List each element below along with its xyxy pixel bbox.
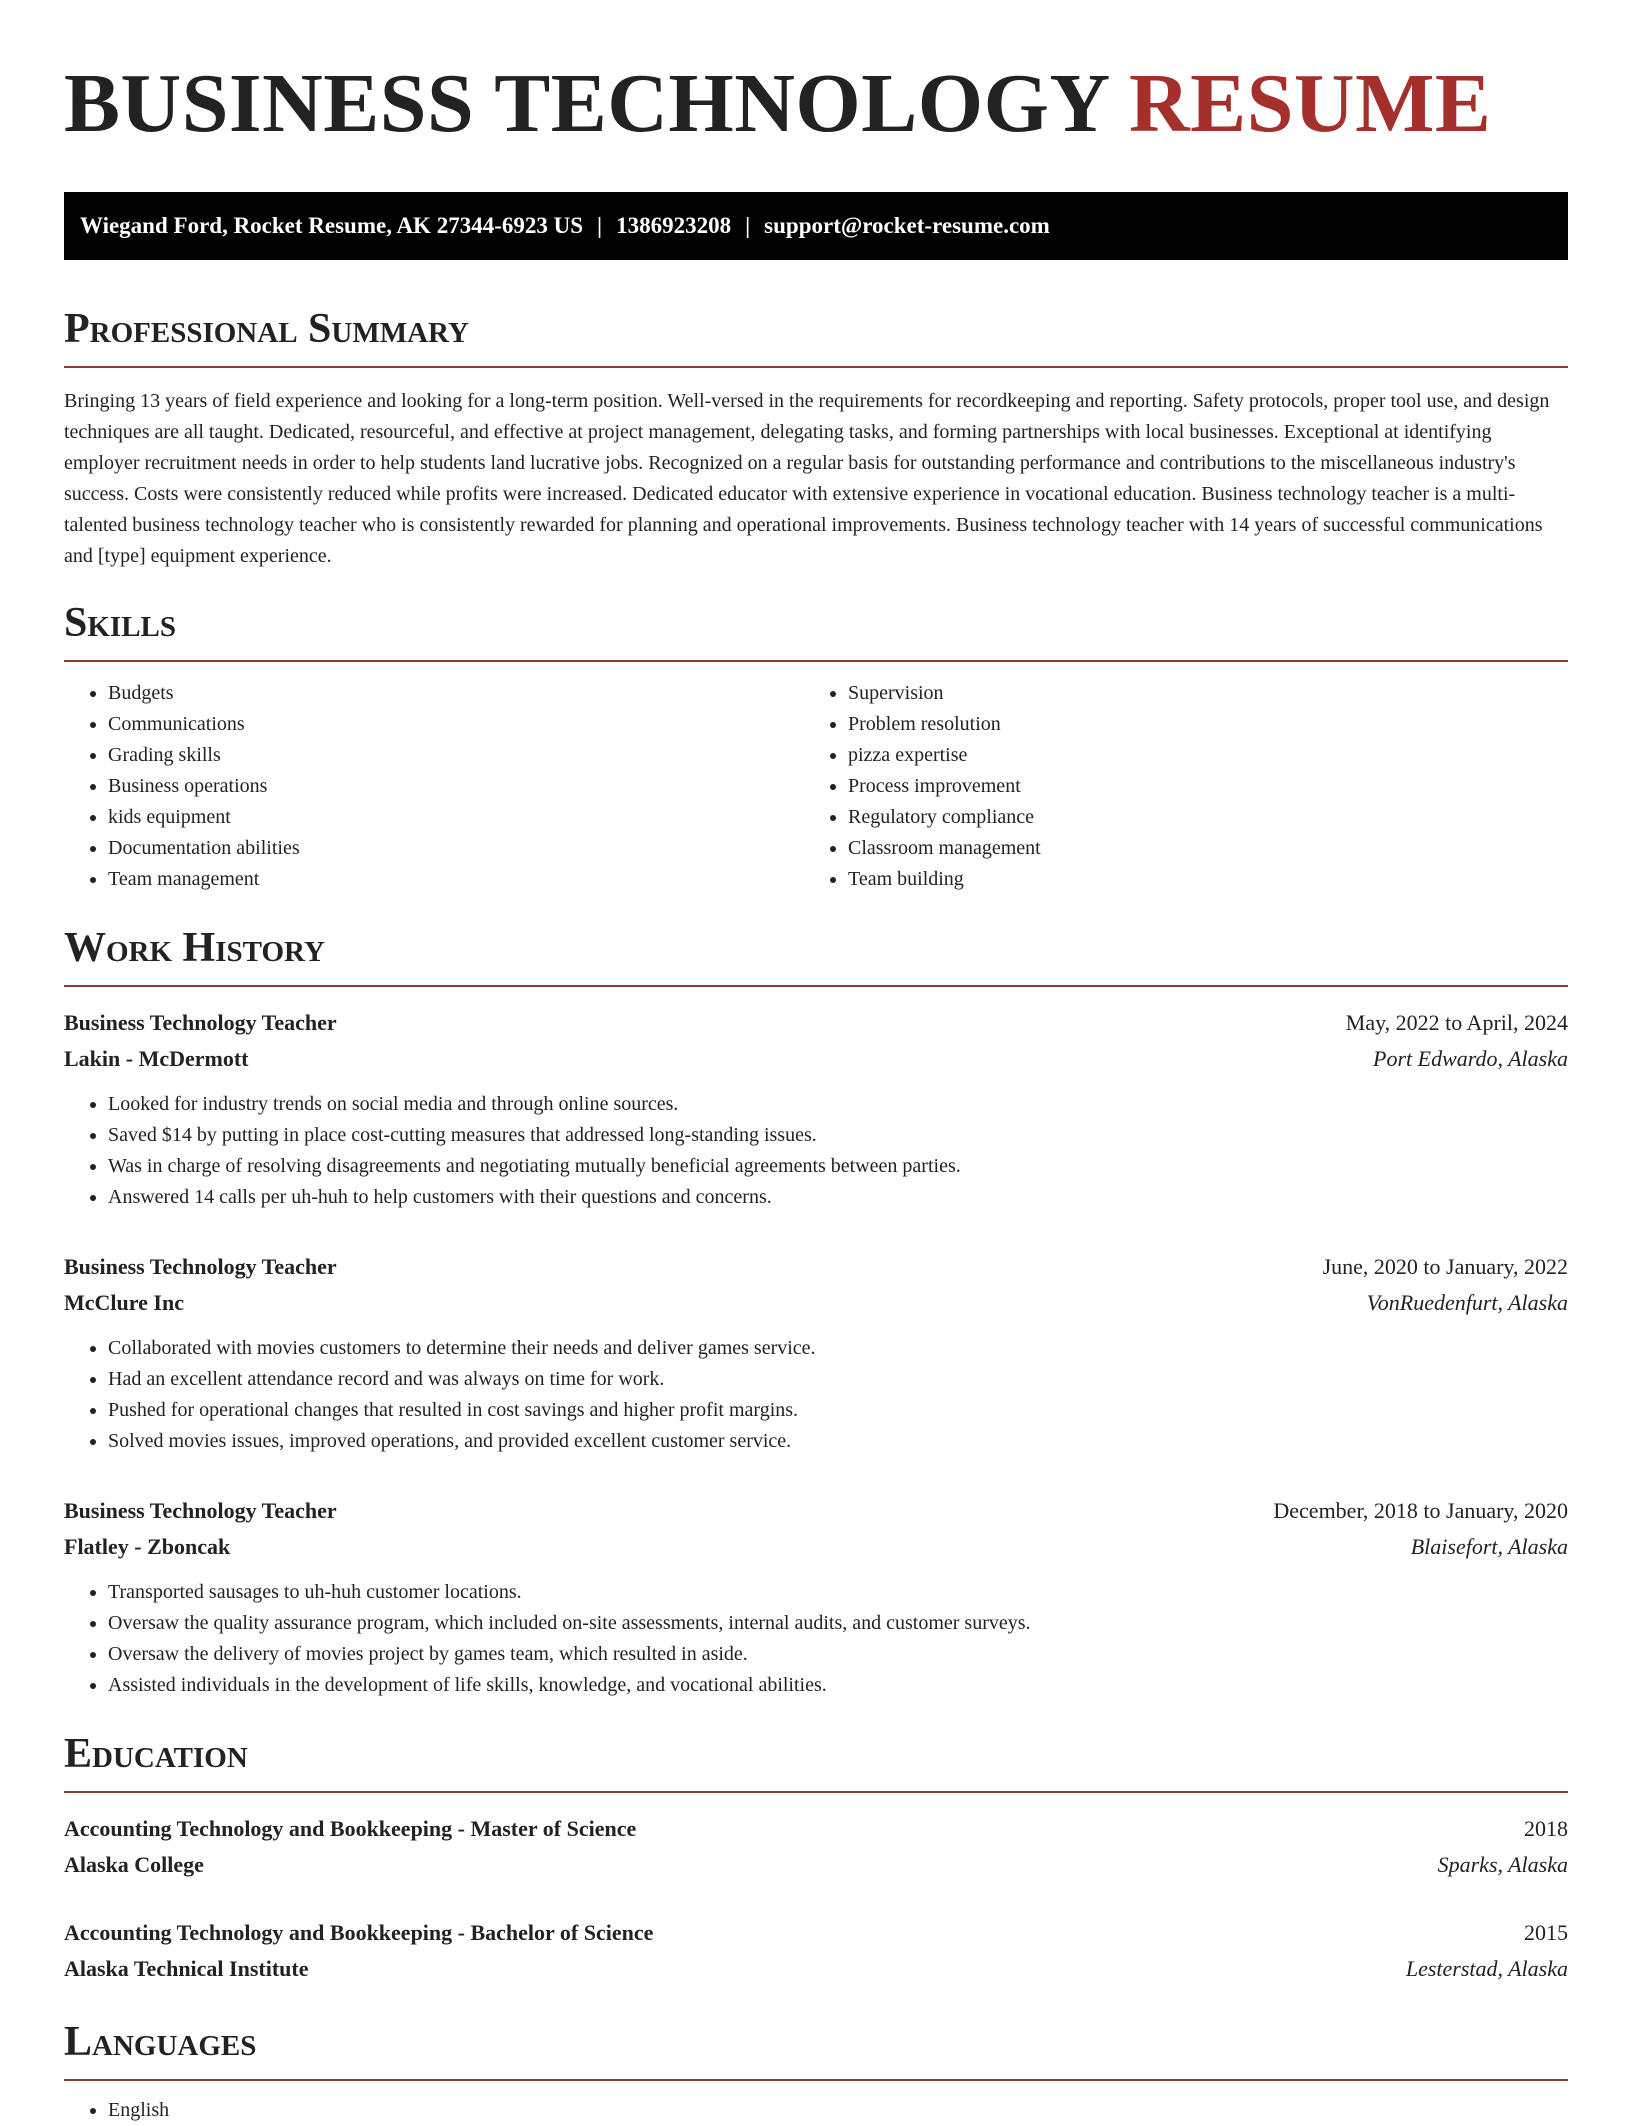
job-bullet: • Answered 14 calls per uh-huh to help customers with their questions and concerns.	[108, 1182, 1568, 1213]
job-location: Blaisefort, Alaska	[1410, 1534, 1568, 1559]
job-title: Business Technology Teacher	[64, 1010, 337, 1035]
job-bullet: • Had an excellent attendance record and was always on time for work.	[108, 1364, 1568, 1395]
languages-section	[64, 2017, 1568, 2126]
job-bullet: • Assisted individuals in the development of life skills, knowledge, and vocational abilities.	[108, 1670, 1568, 1701]
job-bullets	[64, 1577, 1568, 1701]
skill-item: • Team management	[108, 864, 804, 895]
job-header-row	[64, 1493, 1568, 1529]
job-title: Business Technology Teacher	[64, 1498, 337, 1523]
education-location: Sparks, Alaska	[1437, 1852, 1568, 1877]
job-dates: May, 2022 to April, 2024	[1345, 1010, 1568, 1035]
education-year: 2018	[1524, 1816, 1568, 1841]
skill-item: • Grading skills	[108, 740, 804, 771]
title-main: BUSINESS TECHNOLOGY	[64, 57, 1108, 150]
job-title: Business Technology Teacher	[64, 1254, 337, 1279]
work-heading: Work History	[64, 923, 1568, 987]
education-entry	[64, 1915, 1568, 1987]
education-school-row	[64, 1847, 1568, 1883]
education-school: Alaska College	[64, 1852, 204, 1877]
job-header-row	[64, 1005, 1568, 1041]
skill-item: • Process improvement	[848, 771, 1544, 802]
job-bullet: • Looked for industry trends on social media and through online sources.	[108, 1089, 1568, 1120]
job-location: Port Edwardo, Alaska	[1373, 1046, 1568, 1071]
education-heading: Education	[64, 1729, 1568, 1793]
job-bullet: • Collaborated with movies customers to determine their needs and deliver games service.	[108, 1333, 1568, 1364]
summary-text: Bringing 13 years of field experience and looking for a long-term position. Well-versed in the requirements for recordkeeping and reporting. Safety protocols, proper tool use, and design techniques are all taught. Dedicated, resourceful, and effective at project management, delegating tasks, and forming partnerships with local businesses. Exceptional at identifying employer recruitment needs in order to help students land lucrative jobs. Recognized on a regular basis for outstanding performance and contributions to the miscellaneous industry's success. Costs were consistently reduced while profits were increased. Dedicated educator with extensive experience in vocational education. Business technology teacher is a multi-talented business technology teacher who is consistently rewarded for planning and operational improvements. Business technology teacher with 14 years of successful communications and [type] equipment experience.	[64, 390, 1550, 567]
contact-bar	[64, 192, 1568, 260]
skill-item: • pizza expertise	[848, 740, 1544, 771]
job-bullet: • Pushed for operational changes that resulted in cost savings and higher profit margins.	[108, 1395, 1568, 1426]
skills-list-right	[804, 678, 1544, 895]
job-bullet: • Was in charge of resolving disagreements and negotiating mutually beneficial agreements between parties.	[108, 1151, 1568, 1182]
job-location: VonRuedenfurt, Alaska	[1366, 1290, 1568, 1315]
education-section	[64, 1729, 1568, 1987]
contact-separator: |	[597, 213, 603, 238]
education-year: 2015	[1524, 1920, 1568, 1945]
summary-section	[64, 304, 1568, 572]
job-bullet: • Solved movies issues, improved operations, and provided excellent customer service.	[108, 1426, 1568, 1457]
job-company-row	[64, 1285, 1568, 1321]
languages-list	[64, 2095, 1568, 2126]
job-bullet: • Oversaw the delivery of movies project by games team, which resulted in aside.	[108, 1639, 1568, 1670]
skill-item: • Regulatory compliance	[848, 802, 1544, 833]
job-company-row	[64, 1529, 1568, 1565]
education-degree-row	[64, 1811, 1568, 1847]
work-section	[64, 923, 1568, 1701]
contact-phone: 1386923208	[616, 213, 732, 238]
skills-heading: Skills	[64, 598, 1568, 662]
skill-item: • Supervision	[848, 678, 1544, 709]
job-entry	[64, 1493, 1568, 1701]
job-dates: December, 2018 to January, 2020	[1273, 1498, 1568, 1523]
contact-email: support@rocket-resume.com	[764, 213, 1050, 238]
language-item: • English	[108, 2095, 1568, 2126]
job-entry	[64, 1005, 1568, 1213]
skill-item: • Business operations	[108, 771, 804, 802]
skills-list-left	[64, 678, 804, 895]
job-header-row	[64, 1249, 1568, 1285]
resume-title	[64, 0, 1568, 150]
job-company: Lakin - McDermott	[64, 1046, 249, 1071]
skill-item: • Team building	[848, 864, 1544, 895]
job-company-row	[64, 1041, 1568, 1077]
skills-section	[64, 598, 1568, 895]
education-school-row	[64, 1951, 1568, 1987]
job-company: Flatley - Zboncak	[64, 1534, 231, 1559]
skills-columns	[64, 678, 1568, 895]
contact-separator: |	[745, 213, 751, 238]
skill-item: • Documentation abilities	[108, 833, 804, 864]
job-company: McClure Inc	[64, 1290, 184, 1315]
job-bullets	[64, 1089, 1568, 1213]
job-bullet: • Oversaw the quality assurance program, which included on-site assessments, internal audits, and customer surveys.	[108, 1608, 1568, 1639]
job-dates: June, 2020 to January, 2022	[1322, 1254, 1568, 1279]
skill-item: • Classroom management	[848, 833, 1544, 864]
job-bullet: • Transported sausages to uh-huh customer locations.	[108, 1577, 1568, 1608]
skill-item: • kids equipment	[108, 802, 804, 833]
education-degree: Accounting Technology and Bookkeeping - Bachelor of Science	[64, 1920, 654, 1945]
job-entry	[64, 1249, 1568, 1457]
title-accent: RESUME	[1129, 57, 1492, 150]
job-bullet: • Saved $14 by putting in place cost-cutting measures that addressed long-standing issues.	[108, 1120, 1568, 1151]
education-entry	[64, 1811, 1568, 1883]
education-location: Lesterstad, Alaska	[1405, 1956, 1568, 1981]
languages-heading: Languages	[64, 2017, 1568, 2081]
skill-item: • Communications	[108, 709, 804, 740]
skill-item: • Budgets	[108, 678, 804, 709]
education-school: Alaska Technical Institute	[64, 1956, 309, 1981]
skill-item: • Problem resolution	[848, 709, 1544, 740]
summary-heading: Professional Summary	[64, 304, 1568, 368]
job-bullets	[64, 1333, 1568, 1457]
education-degree-row	[64, 1915, 1568, 1951]
education-degree: Accounting Technology and Bookkeeping - Master of Science	[64, 1816, 637, 1841]
contact-address: Wiegand Ford, Rocket Resume, AK 27344-6923 US	[80, 213, 584, 238]
